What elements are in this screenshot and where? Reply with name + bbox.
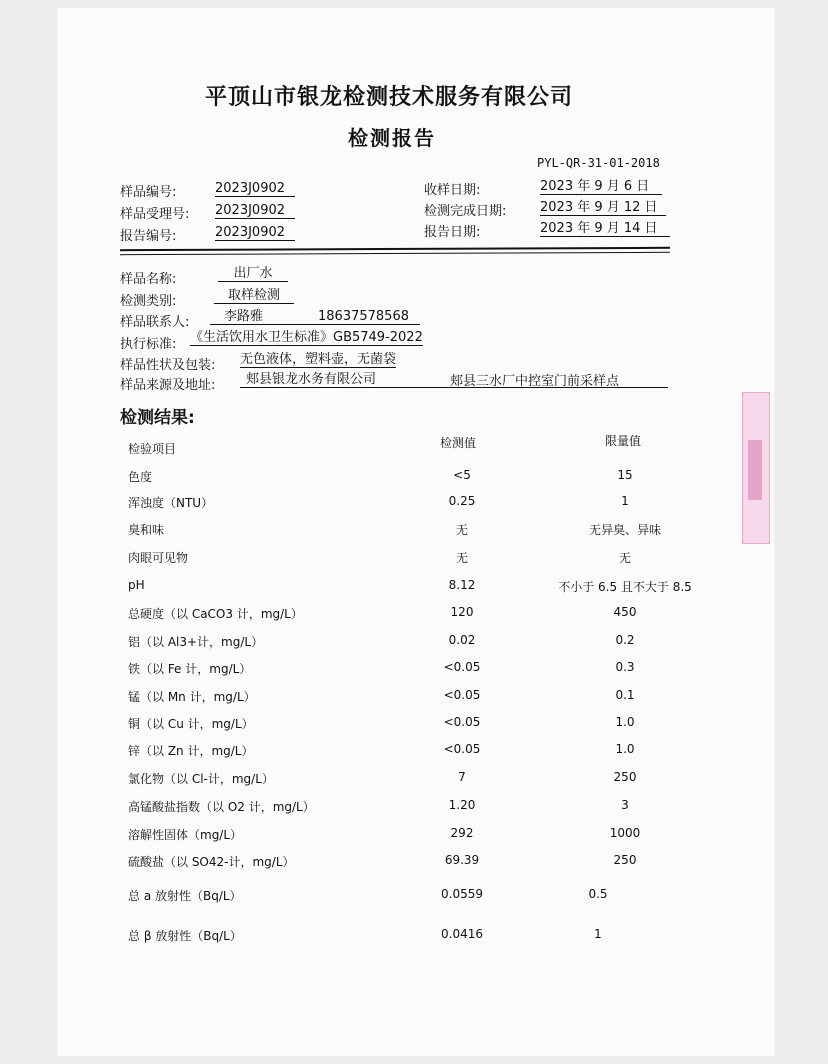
table-row bbox=[0, 853, 828, 873]
row-limit: 0.3 bbox=[615, 660, 635, 674]
row-limit: 1000 bbox=[609, 826, 641, 840]
table-row bbox=[0, 521, 828, 541]
row-limit: 1 bbox=[621, 494, 629, 508]
completion-date-label: 检测完成日期: bbox=[424, 204, 507, 219]
contact-name-value: 李路雅 bbox=[210, 309, 420, 325]
row-limit: 1.0 bbox=[615, 742, 635, 756]
row-item: 硫酸盐（以 SO42-计，mg/L） bbox=[128, 855, 295, 869]
contact-label: 样品联系人: bbox=[120, 315, 190, 330]
row-item: 总 a 放射性（Bq/L） bbox=[128, 889, 242, 903]
row-item: 锰（以 Mn 计，mg/L） bbox=[128, 690, 256, 704]
package-label: 样品性状及包装: bbox=[120, 358, 216, 373]
row-limit: 无 bbox=[618, 551, 632, 565]
row-limit: 250 bbox=[613, 853, 637, 867]
row-item: 氯化物（以 Cl-计，mg/L） bbox=[128, 772, 274, 786]
row-item: 总 β 放射性（Bq/L） bbox=[128, 929, 242, 943]
row-limit: 1 bbox=[594, 927, 602, 941]
form-code: PYL-QR-31-01-2018 bbox=[537, 156, 660, 170]
table-row bbox=[0, 468, 828, 488]
col-header-item: 检验项目 bbox=[128, 442, 177, 456]
col-header-limit: 限量值 bbox=[605, 434, 642, 448]
report-title: 检测报告 bbox=[348, 126, 436, 150]
table-row bbox=[0, 798, 828, 818]
table-row bbox=[0, 887, 828, 907]
sample-name-value: 出厂水 bbox=[218, 266, 288, 282]
standard-value: 《生活饮用水卫生标准》GB5749-2022 bbox=[190, 330, 423, 345]
company-name: 平顶山市银龙检测技术服务有限公司 bbox=[205, 85, 574, 110]
receive-date-label: 收样日期: bbox=[424, 183, 481, 198]
row-value: 0.0559 bbox=[441, 887, 483, 901]
row-value: 0.0416 bbox=[441, 927, 483, 941]
table-row bbox=[0, 660, 828, 680]
row-limit: 15 bbox=[617, 468, 633, 482]
table-row bbox=[0, 549, 828, 569]
row-item: 铜（以 Cu 计，mg/L） bbox=[128, 717, 254, 731]
table-row bbox=[0, 605, 828, 625]
row-limit: 250 bbox=[613, 770, 637, 784]
row-item: 肉眼可见物 bbox=[128, 551, 189, 565]
table-row bbox=[0, 633, 828, 653]
row-limit: 450 bbox=[613, 605, 637, 619]
source-label: 样品来源及地址: bbox=[120, 378, 216, 393]
row-value: 69.39 bbox=[444, 853, 480, 867]
package-value: 无色液体，塑料壶，无菌袋 bbox=[240, 352, 397, 367]
row-item: 溶解性固体（mg/L） bbox=[128, 828, 243, 842]
row-item: pH bbox=[128, 578, 145, 592]
report-number-value: 2023J0902 bbox=[215, 225, 295, 241]
row-limit: 0.5 bbox=[588, 887, 608, 901]
col-header-value: 检测值 bbox=[440, 436, 477, 450]
row-value: 7 bbox=[458, 770, 466, 784]
table-row bbox=[0, 688, 828, 708]
row-item: 总硬度（以 CaCO3 计，mg/L） bbox=[128, 607, 303, 621]
row-value: 8.12 bbox=[448, 578, 476, 592]
standard-label: 执行标准: bbox=[120, 337, 177, 352]
row-limit: 1.0 bbox=[615, 715, 635, 729]
table-row bbox=[0, 927, 828, 947]
row-limit: 0.1 bbox=[615, 688, 635, 702]
stamp-mark bbox=[748, 440, 762, 500]
test-type-value: 取样检测 bbox=[214, 288, 294, 304]
table-row bbox=[0, 715, 828, 735]
report-date-label: 报告日期: bbox=[424, 225, 481, 240]
table-row bbox=[0, 578, 828, 598]
acceptance-number-value: 2023J0902 bbox=[215, 203, 295, 219]
row-value: 292 bbox=[450, 826, 474, 840]
row-value: 0.25 bbox=[448, 494, 476, 508]
table-row bbox=[0, 494, 828, 514]
report-number-label: 报告编号: bbox=[120, 229, 177, 244]
row-limit: 不小于 6.5 且不大于 8.5 bbox=[558, 580, 692, 594]
row-value: <5 bbox=[453, 468, 471, 482]
row-item: 浑浊度（NTU） bbox=[128, 496, 214, 510]
row-value: <0.05 bbox=[443, 660, 481, 674]
row-limit: 3 bbox=[621, 798, 629, 812]
report-date-value: 2023 年 9 月 14 日 bbox=[540, 221, 670, 237]
receive-date-value: 2023 年 9 月 6 日 bbox=[540, 179, 662, 195]
completion-date-value: 2023 年 9 月 12 日 bbox=[540, 200, 666, 216]
row-limit: 无异臭、异味 bbox=[588, 523, 662, 537]
row-value: 0.02 bbox=[448, 633, 476, 647]
source-company: 郏县银龙水务有限公司 bbox=[246, 372, 377, 387]
sample-name-label: 样品名称: bbox=[120, 272, 177, 287]
table-row bbox=[0, 742, 828, 762]
row-item: 铁（以 Fe 计，mg/L） bbox=[128, 662, 252, 676]
sample-number-value: 2023J0902 bbox=[215, 181, 295, 197]
row-value: <0.05 bbox=[443, 688, 481, 702]
row-value: 1.20 bbox=[448, 798, 476, 812]
row-limit: 0.2 bbox=[615, 633, 635, 647]
row-value: 无 bbox=[455, 523, 469, 537]
test-type-label: 检测类别: bbox=[120, 294, 177, 309]
acceptance-number-label: 样品受理号: bbox=[120, 207, 190, 222]
row-item: 锌（以 Zn 计，mg/L） bbox=[128, 744, 254, 758]
sample-number-label: 样品编号: bbox=[120, 185, 177, 200]
row-item: 色度 bbox=[128, 470, 153, 484]
table-row bbox=[0, 770, 828, 790]
contact-phone-value: 18637578568 bbox=[318, 309, 409, 324]
row-value: 无 bbox=[455, 551, 469, 565]
row-value: 120 bbox=[450, 605, 474, 619]
row-item: 高锰酸盐指数（以 O2 计，mg/L） bbox=[128, 800, 315, 814]
results-title: 检测结果: bbox=[120, 408, 195, 428]
row-item: 铝（以 Al3+计，mg/L） bbox=[128, 635, 264, 649]
source-address: 郏县三水厂中控室门前采样点 bbox=[450, 374, 620, 389]
row-item: 臭和味 bbox=[128, 523, 165, 537]
row-value: <0.05 bbox=[443, 715, 481, 729]
table-row bbox=[0, 826, 828, 846]
row-value: <0.05 bbox=[443, 742, 481, 756]
